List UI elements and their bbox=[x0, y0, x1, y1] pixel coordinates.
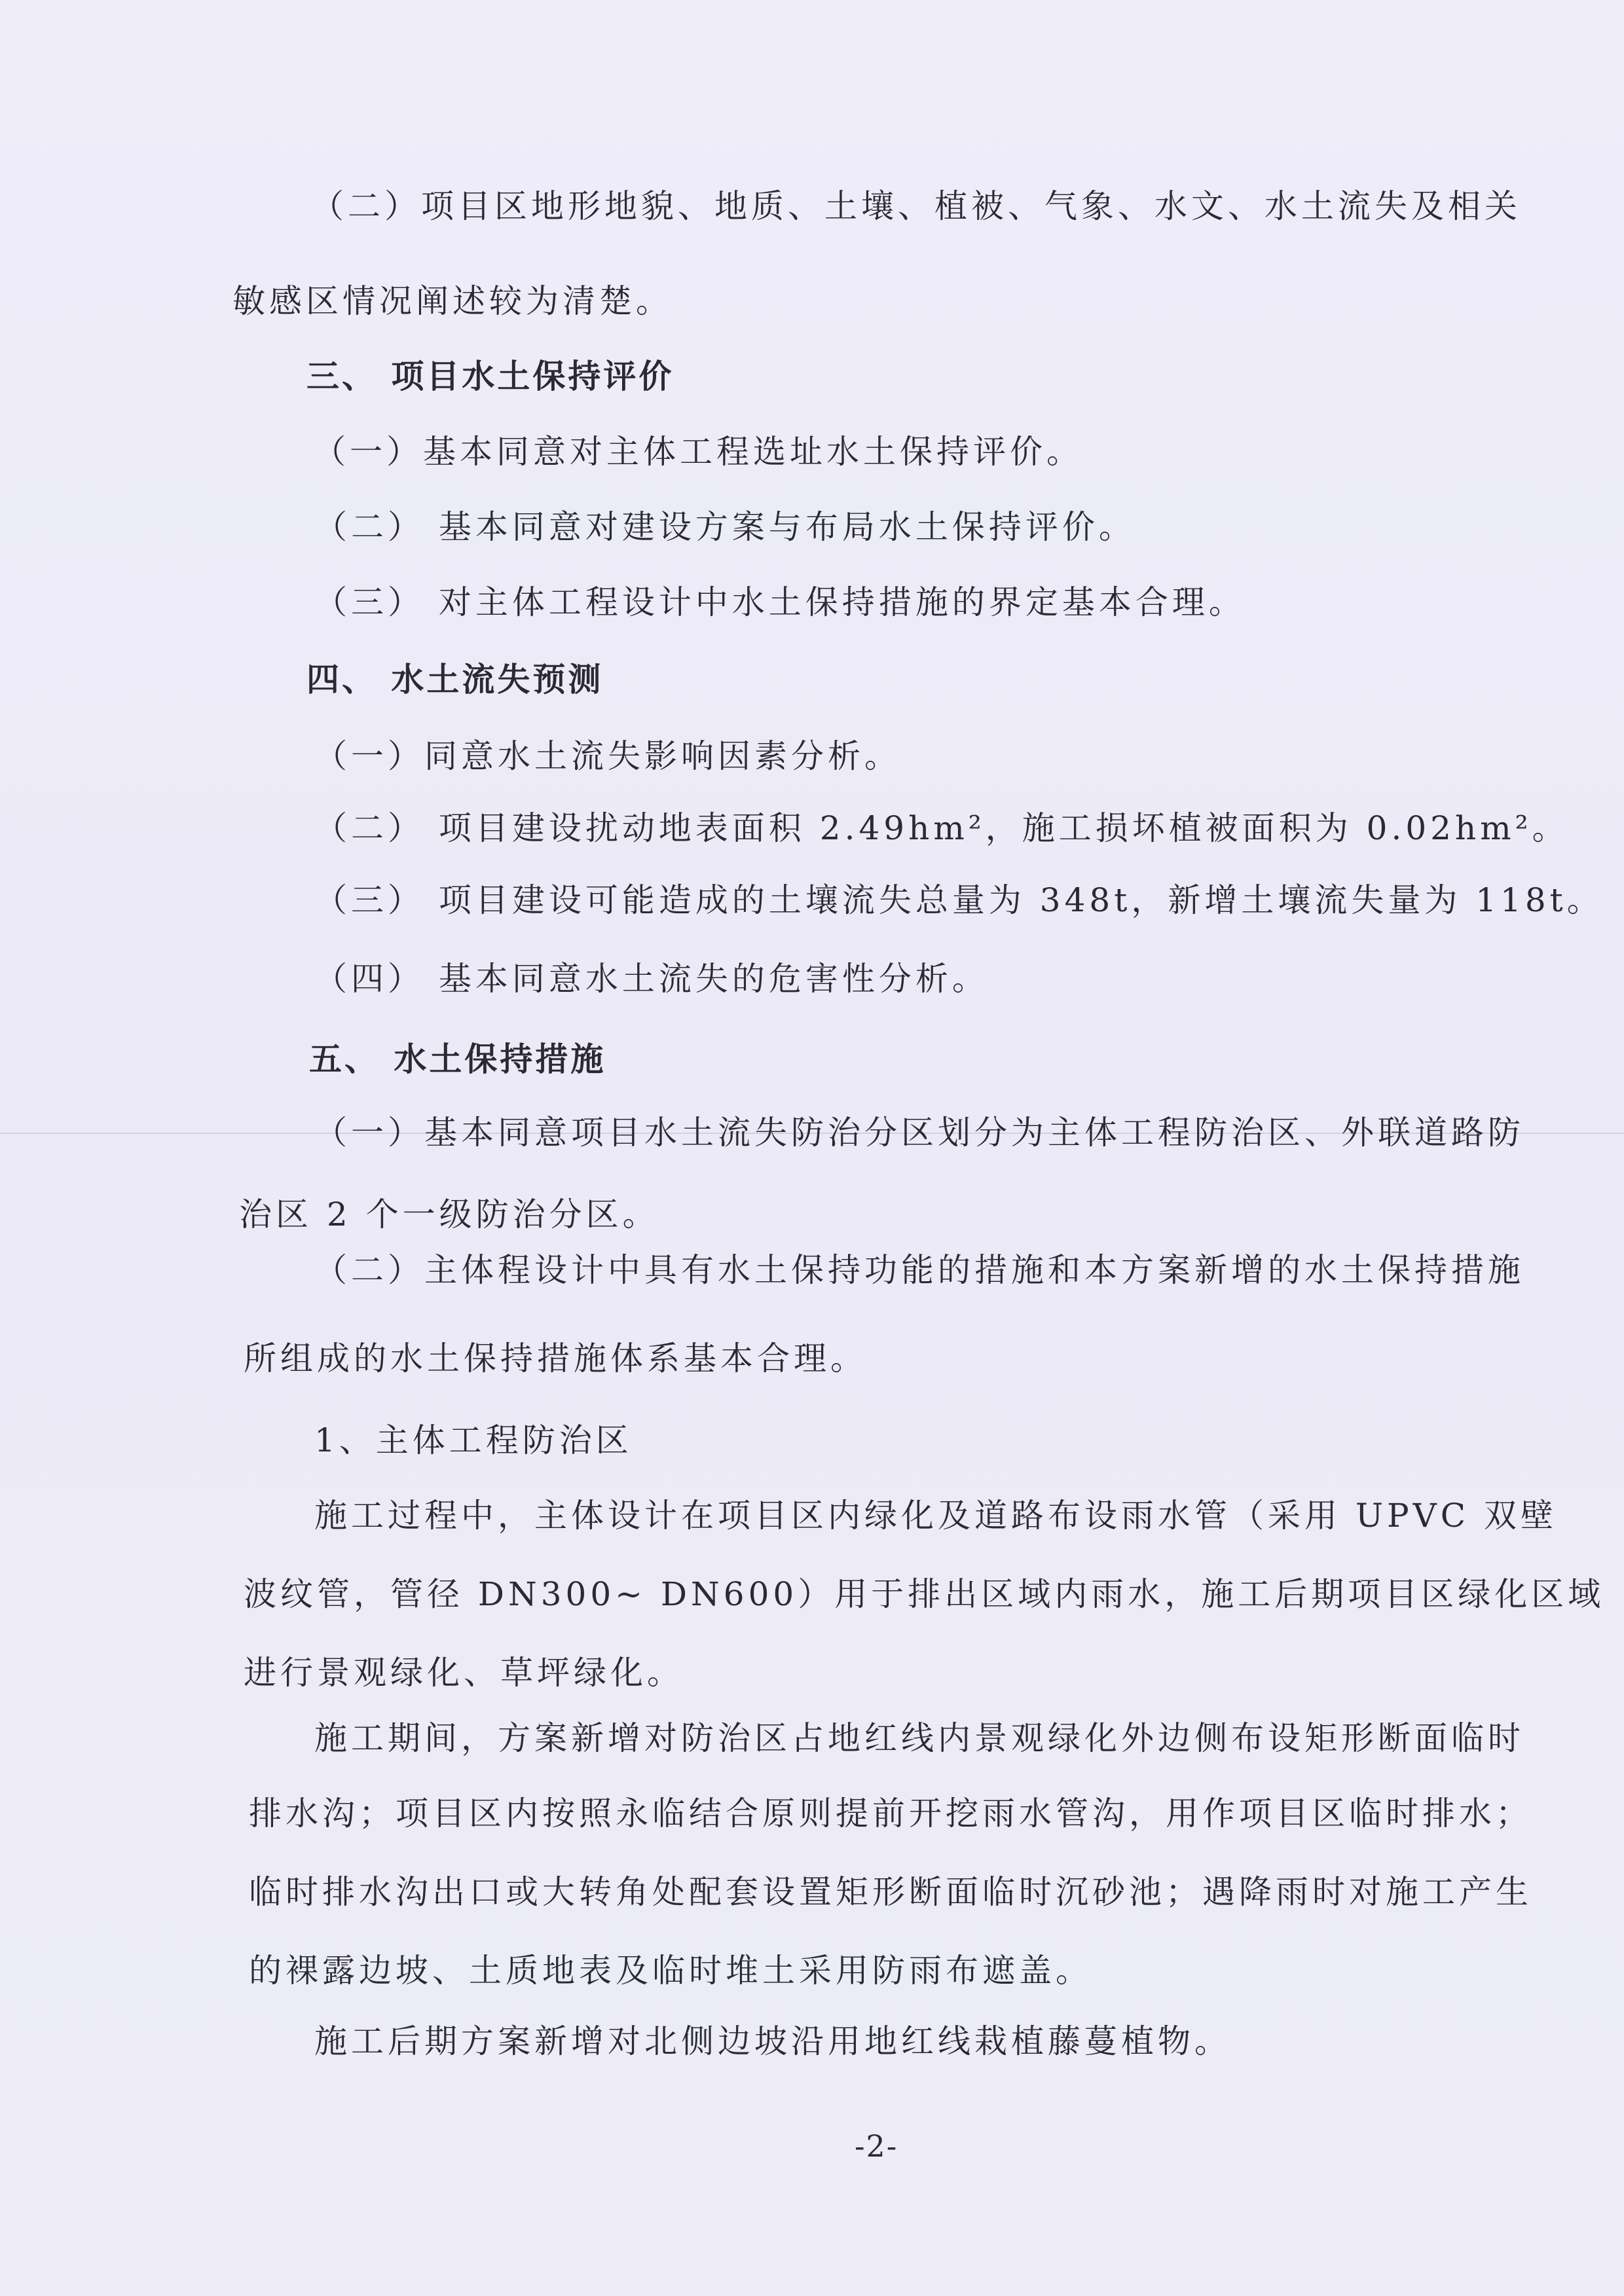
paragraph1-line3: 进行景观绿化、草坪绿化。 bbox=[244, 1654, 684, 1692]
section5-item1-line2: 治区 2 个一级防治分区。 bbox=[239, 1195, 659, 1233]
section5-heading: 五、 水土保持措施 bbox=[309, 1040, 606, 1078]
section2-item2-line2: 敏感区情况阐述较为清楚。 bbox=[232, 282, 673, 320]
section4-item1: （一）同意水土流失影响因素分析。 bbox=[314, 737, 901, 775]
section3-heading: 三、 项目水土保持评价 bbox=[306, 357, 674, 395]
paragraph1-line1: 施工过程中，主体设计在项目区内绿化及道路布设雨水管（采用 UPVC 双壁 bbox=[314, 1497, 1557, 1535]
paragraph2-line1: 施工期间，方案新增对防治区占地红线内景观绿化外边侧布设矩形断面临时 bbox=[314, 1719, 1524, 1757]
section4-item3: （三） 项目建设可能造成的土壤流失总量为 348t，新增土壤流失量为 118t。 bbox=[314, 881, 1604, 919]
subsection1-heading: 1、主体工程防治区 bbox=[314, 1421, 633, 1459]
section3-item2: （二） 基本同意对建设方案与布局水土保持评价。 bbox=[314, 508, 1135, 546]
section2-item2-line1: （二）项目区地形地貌、地质、土壤、植被、气象、水文、水土流失及相关 bbox=[311, 187, 1521, 225]
section4-item4: （四） 基本同意水土流失的危害性分析。 bbox=[314, 960, 989, 998]
section3-item3: （三） 对主体工程设计中水土保持措施的界定基本合理。 bbox=[314, 583, 1246, 621]
paragraph3-line1: 施工后期方案新增对北侧边坡沿用地红线栽植藤蔓植物。 bbox=[314, 2022, 1231, 2060]
paragraph2-line4: 的裸露边坡、土质地表及临时堆土采用防雨布遮盖。 bbox=[249, 1952, 1092, 1990]
paragraph1-line2: 波纹管，管径 DN300~ DN600）用于排出区域内雨水，施工后期项目区绿化区域 bbox=[244, 1575, 1605, 1613]
section5-item2-line1: （二）主体程设计中具有水土保持功能的措施和本方案新增的水土保持措施 bbox=[314, 1251, 1524, 1289]
paragraph2-line2: 排水沟；项目区内按照永临结合原则提前开挖雨水管沟，用作项目区临时排水； bbox=[249, 1795, 1532, 1832]
section4-item2: （二） 项目建设扰动地表面积 2.49hm²，施工损坏植被面积为 0.02hm²。 bbox=[314, 809, 1569, 847]
section5-item1-line1: （一）基本同意项目水土流失防治分区划分为主体工程防治区、外联道路防 bbox=[314, 1114, 1524, 1152]
paragraph2-line3: 临时排水沟出口或大转角处配套设置矩形断面临时沉砂池；遇降雨时对施工产生 bbox=[249, 1873, 1532, 1911]
section4-heading: 四、 水土流失预测 bbox=[306, 660, 604, 699]
section5-item2-line2: 所组成的水土保持措施体系基本合理。 bbox=[244, 1339, 867, 1377]
page-number: -2- bbox=[855, 2128, 898, 2164]
section3-item1: （一）基本同意对主体工程选址水土保持评价。 bbox=[313, 433, 1083, 471]
